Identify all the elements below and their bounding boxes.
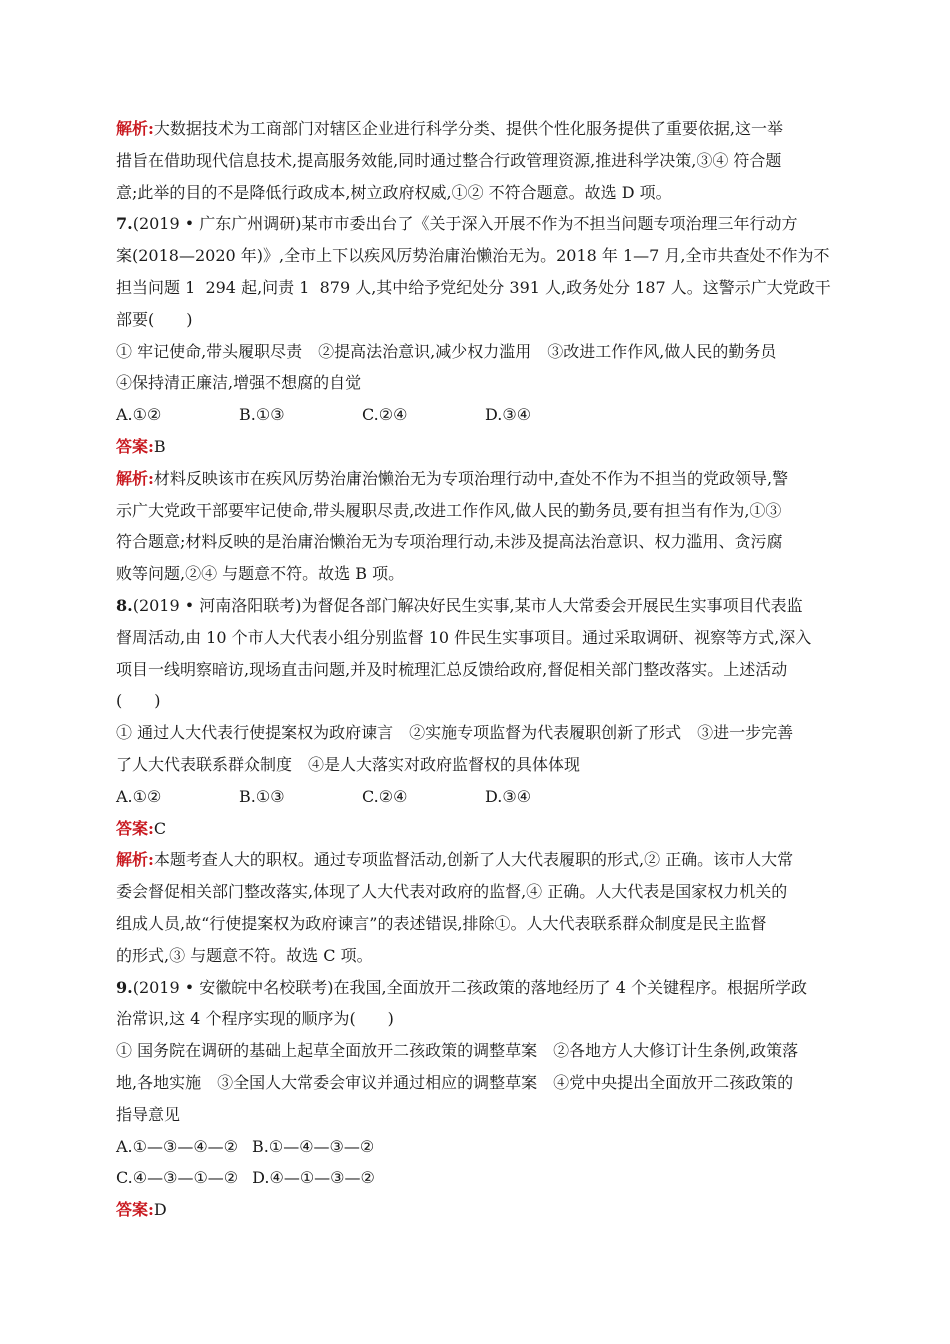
- question-number: 8.: [116, 595, 133, 615]
- answer-value: B: [153, 436, 166, 456]
- question-8-stem: 项目一线明察暗访,现场直击问题,并及时梳理汇总反馈给政府,督促相关部门整改落实。上述活动: [116, 659, 788, 679]
- choice-a: A.①②: [116, 786, 162, 806]
- choice-d: D.④—①—③—②: [252, 1168, 375, 1188]
- choice-c: C.④—③—①—②: [116, 1168, 239, 1188]
- question-7-stem: 7.(2019 • 广东广州调研)某市市委出台了《关于深入开展不作为不担当问题专项治理三年行动方: [116, 214, 798, 234]
- analysis-label: 解析:: [116, 119, 154, 138]
- choice-a: A.①②: [116, 405, 162, 425]
- analysis-line: 意;此举的目的不是降低行政成本,树立政府权威,①② 不符合题意。故选 D 项。: [116, 182, 672, 202]
- question-7-stem: 部要( ): [116, 309, 193, 329]
- answer-line: [116, 1194, 836, 1226]
- answer-label: 答案:: [116, 436, 154, 456]
- analysis-line: 解析:材料反映该市在疾风厉势治庸治懒治无为专项治理行动中,查处不作为不担当的党政领导,警: [116, 468, 789, 488]
- choice-b: B.①③: [239, 786, 285, 806]
- question-7-choices: [116, 399, 836, 431]
- analysis-line: 解析:本题考查人大的职权。通过专项监督活动,创新了人大代表履职的形式,② 正确。该市人大常: [116, 850, 794, 870]
- question-number: 7.: [116, 214, 133, 234]
- question-number: 9.: [116, 977, 133, 997]
- question-7-stem: 案(2018—2020 年)》,全市上下以疾风厉势治庸治懒治无为。2018 年 1—7 月,全市共查处不作为不: [116, 246, 830, 266]
- choice-d: D.③④: [485, 405, 532, 425]
- analysis-line: 符合题意;材料反映的是治庸治懒治无为专项治理行动,未涉及提高法治意识、权力滥用、贪污腐: [116, 532, 783, 552]
- analysis-line: 的形式,③ 与题意不符。故选 C 项。: [116, 945, 373, 965]
- analysis-label: 解析:: [116, 850, 154, 870]
- question-8-statement: ① 通过人大代表行使提案权为政府谏言 ②实施专项监督为代表履职创新了形式 ③进一步完善: [116, 723, 794, 743]
- question-8-stem: 8.(2019 • 河南洛阳联考)为督促各部门解决好民生实事,某市人大常委会开展民生实事项目代表监: [116, 595, 803, 615]
- answer-label: 答案:: [116, 1200, 154, 1220]
- question-9-statement: ① 国务院在调研的基础上起草全面放开二孩政策的调整草案 ②各地方人大修订计生条例,政策落: [116, 1041, 799, 1061]
- question-8-choices: [116, 781, 836, 813]
- analysis-label: 解析:: [116, 468, 154, 488]
- choice-c: C.②④: [362, 786, 408, 806]
- analysis-line: 败等问题,②④ 与题意不符。故选 B 项。: [116, 564, 405, 584]
- document-page: [116, 113, 836, 1226]
- answer-line: [116, 813, 836, 845]
- analysis-line: 措旨在借助现代信息技术,提高服务效能,同时通过整合行政管理资源,推进科学决策,③④ 符合题: [116, 150, 782, 170]
- question-9-stem: 治常识,这 4 个程序实现的顺序为( ): [116, 1009, 394, 1029]
- analysis-line: 组成人员,故“行使提案权为政府谏言”的表述错误,排除①。人大代表联系群众制度是民主监督: [116, 913, 767, 933]
- question-7-statement: ④保持清正廉洁,增强不想腐的自觉: [116, 373, 362, 393]
- question-7-statement: ① 牢记使命,带头履职尽责 ②提高法治意识,减少权力滥用 ③改进工作作风,做人民的勤务员: [116, 341, 777, 361]
- choice-d: D.③④: [485, 786, 532, 806]
- question-7-stem: 担当问题 1 294 起,问责 1 879 人,其中给予党纪处分 391 人,政务处分 187 人。这警示广大党政干: [116, 277, 831, 297]
- question-8-stem: 督周活动,由 10 个市人大代表小组分别监督 10 件民生实事项目。通过采取调研、视察等方式,深入: [116, 627, 812, 647]
- question-8-statement: 了人大代表联系群众制度 ④是人大落实对政府监督权的具体体现: [116, 754, 581, 774]
- analysis-line: 委会督促相关部门整改落实,体现了人大代表对政府的监督,④ 正确。人大代表是国家权力机关的: [116, 882, 788, 902]
- choice-c: C.②④: [362, 405, 408, 425]
- choice-b: B.①③: [239, 405, 285, 425]
- analysis-line: 解析:大数据技术为工商部门对辖区企业进行科学分类、提供个性化服务提供了重要依据,这一举: [116, 119, 784, 138]
- question-9-stem: 9.(2019 • 安徽皖中名校联考)在我国,全面放开二孩政策的落地经历了 4 个关键程序。根据所学政: [116, 977, 807, 997]
- answer-value: C: [153, 818, 167, 838]
- choice-b: B.①—④—③—②: [252, 1136, 375, 1156]
- question-9-statement: 地,各地实施 ③全国人大常委会审议并通过相应的调整草案 ④党中央提出全面放开二孩政策的: [116, 1072, 794, 1092]
- answer-line: [116, 431, 836, 463]
- question-9-choices-row-1: [116, 1131, 836, 1163]
- analysis-line: 示广大党政干部要牢记使命,带头履职尽责,改进工作作风,做人民的勤务员,要有担当有作为,①③: [116, 500, 782, 520]
- question-9-choices-row-2: [116, 1162, 836, 1194]
- question-8-stem: ( ): [116, 691, 161, 711]
- question-9-statement: 指导意见: [116, 1104, 181, 1124]
- choice-a: A.①—③—④—②: [116, 1136, 239, 1156]
- answer-value: D: [153, 1200, 167, 1220]
- answer-label: 答案:: [116, 818, 154, 838]
